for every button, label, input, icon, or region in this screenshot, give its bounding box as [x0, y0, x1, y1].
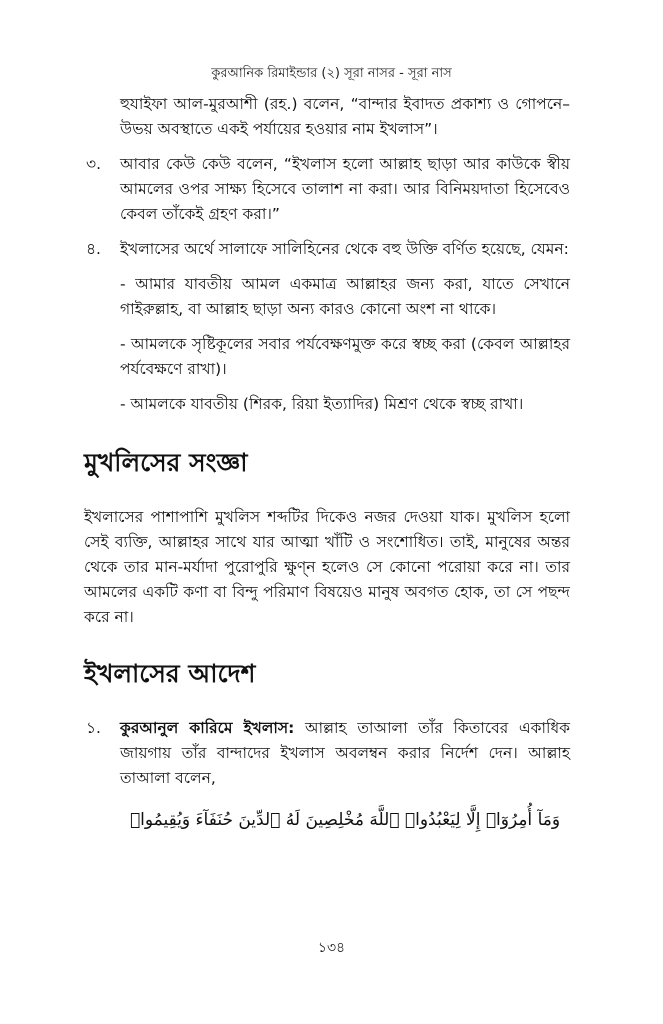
list-item-text [120, 716, 570, 791]
list-item-1 [84, 716, 570, 791]
list-item-text: আবার কেউ কেউ বলেন, “ইখলাস হলো আল্লাহ ছাড়া আর কাউকে স্বীয় আমলের ওপর সাক্ষ্য হিসেবে তালাশ না করা। আর বিনিময়দাতা হিসেবেও কেবল তাঁকেই গ্রহণ করা।” [120, 155, 570, 223]
quote-bullet: - আমলকে যাবতীয় (শিরক, রিয়া ইত্যাদির) মিশ্রণ থেকে স্বচ্ছ রাখা। [120, 395, 524, 413]
bold-lead: কুরআনুল কারিমে ইখলাস: [120, 719, 295, 737]
intro-paragraph: হুযাইফা আল-মুরআশী (রহ.) বলেন, “বান্দার ইবাদত প্রকাশ্য ও গোপনে– উভয় অবস্থাতে একই পর্যায়ের হওয়ার নাম ইখলাস”। [120, 95, 570, 138]
section-heading-mukhlis: মুখলিসের সংজ্ঞা [84, 448, 248, 477]
list-item-3 [84, 152, 570, 227]
list-number: ৩. [86, 155, 102, 173]
section-heading-ikhlas-command: ইখলাসের আদেশ [84, 659, 256, 688]
page-body [84, 92, 570, 835]
arabic-verse: وَمَآ أُمِرُوٓا۟ إِلَّا لِيَعْبُدُوا۟ ٱللَّهَ مُخْلِصِينَ لَهُ ٱلدِّينَ حُنَفَآءَ وَيُقِيمُوا۟ [129, 810, 561, 830]
list-item-text: ইখলাসের অর্থে সালাফে সালিহিনের থেকে বহু উক্তি বর্ণিত হয়েছে, যেমন: [120, 240, 569, 258]
running-header: কুরআনিক রিমাইন্ডার (২) সূরা নাসর - সূরা নাস [211, 66, 452, 81]
list-number: ৪. [86, 240, 101, 258]
list-number: ১. [86, 719, 101, 737]
quote-bullet: - আমার যাবতীয় আমল একমাত্র আল্লাহর জন্য করা, যাতে সেখানে গাইরুল্লাহ, বা আল্লাহ ছাড়া অন্য কারও কোনো অংশ না থাকে। [120, 275, 570, 318]
list-item-4 [84, 237, 570, 262]
quote-bullet: - আমলকে সৃষ্টিকূলের সবার পর্যবেক্ষণমুক্ত করে স্বচ্ছ করা (কেবল আল্লাহর পর্যবেক্ষণে রাখা)। [120, 335, 570, 378]
page-number: ১৩৪ [317, 940, 346, 956]
section-paragraph: ইখলাসের পাশাপাশি মুখলিস শব্দটির দিকেও নজর দেওয়া যাক। মুখলিস হলো সেই ব্যক্তি, আল্লাহর সাথে যার আত্মা খাঁটি ও সংশোধিত। তাই, মানুষের অন্তর থেকে তার মান-মর্যাদা পুরোপুরি ক্ষুণ্ন হলেও সে কোনো পরোয়া করে না। তার আমলের একটি কণা বা বিন্দু পরিমাণ বিষয়েও মানুষ অবগত হোক, তা সে পছন্দ করে না। [84, 508, 570, 626]
list-item-body: আল্লাহ তাআলা তাঁর কিতাবের একাধিক জায়গায় তাঁর বান্দাদের ইখলাস অবলম্বন করার নির্দেশ দেন। আল্লাহ তাআলা বলেন, [120, 719, 570, 787]
